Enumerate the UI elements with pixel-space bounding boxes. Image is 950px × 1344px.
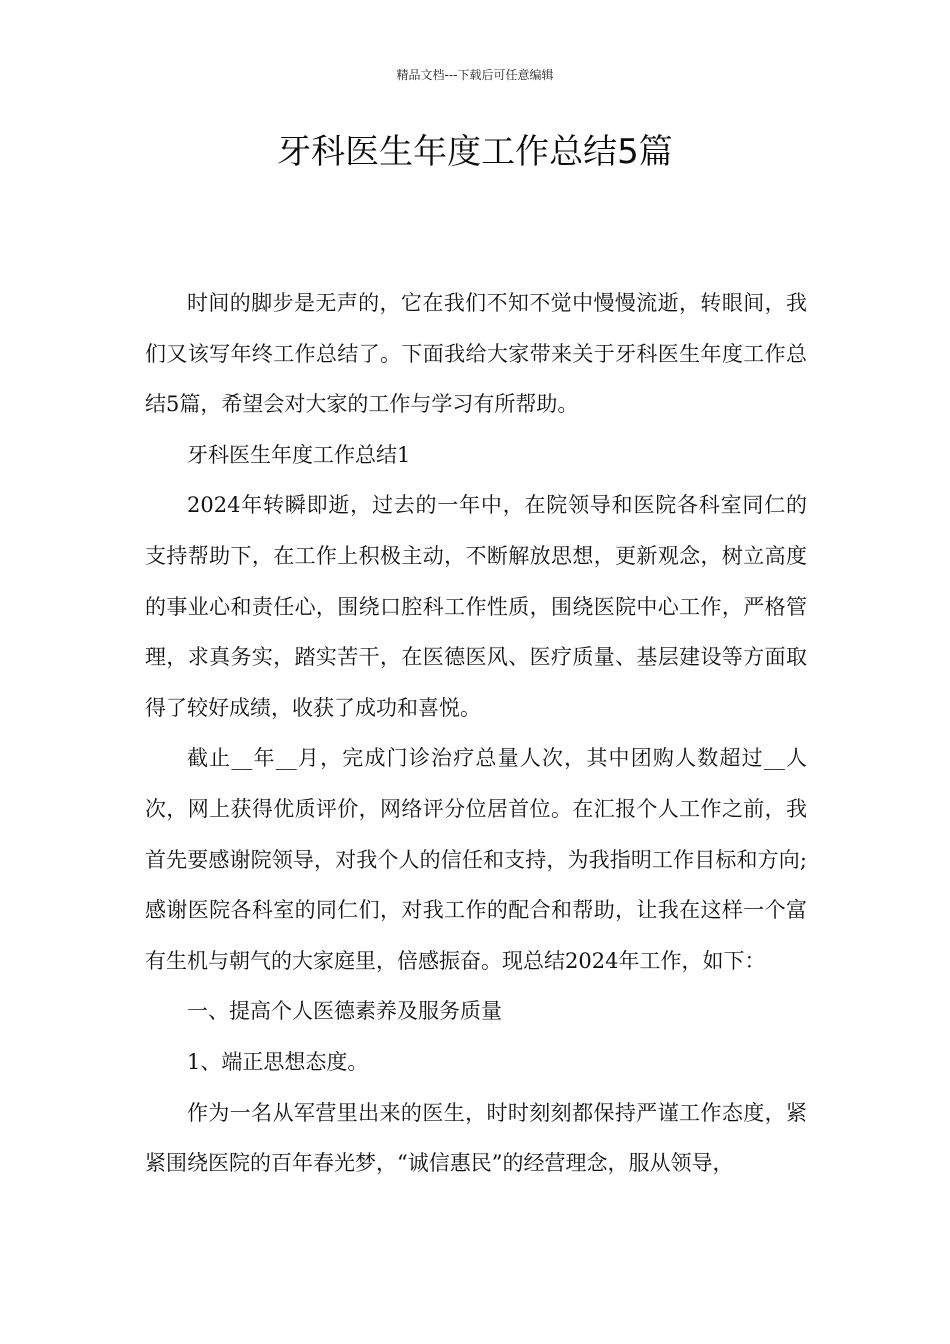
document-title: 牙科医生年度工作总结5篇 [277, 132, 673, 172]
subsection-heading: 一、提高个人医德素养及服务质量 [187, 999, 502, 1024]
header-note: 精品文档---下载后可任意编辑 [396, 68, 554, 82]
paragraph-attitude: 作为一名从军营里出来的医生，时时刻刻都保持严谨工作态度，紧紧围绕医院的百年春光梦，“诚信惠民”的经营理念，服从领导， [145, 1100, 807, 1176]
document-body [145, 278, 807, 1189]
paragraph-intro: 时间的脚步是无声的，它在我们不知不觉中慢慢流逝，转眼间，我们又该写年终工作总结了。下面我给大家带来关于牙科医生年度工作总结5篇，希望会对大家的工作与学习有所帮助。 [145, 291, 807, 417]
paragraph-statistics: 截止__年__月，完成门诊治疗总量人次，其中团购人数超过__人次，网上获得优质评价，网络评分位居首位。在汇报个人工作之前，我首先要感谢院领导，对我个人的信任和支持，为我指明工作目标和方向;感谢医院各科室的同仁们，对我工作的配合和帮助，让我在这样一个富有生机与朝气的大家庭里，倍感振奋。现总结2024年工作，如下： [145, 746, 807, 973]
list-item-heading: 1、端正思想态度。 [187, 1049, 369, 1074]
paragraph-summary: 2024年转瞬即逝，过去的一年中，在院领导和医院各科室同仁的支持帮助下，在工作上积极主动，不断解放思想，更新观念，树立高度的事业心和责任心，围绕口腔科工作性质，围绕医院中心工作，严格管理，求真务实，踏实苦干，在医德医风、医疗质量、基层建设等方面取得了较好成绩，收获了成功和喜悦。 [145, 493, 807, 720]
section-heading-1: 牙科医生年度工作总结1 [187, 442, 411, 467]
